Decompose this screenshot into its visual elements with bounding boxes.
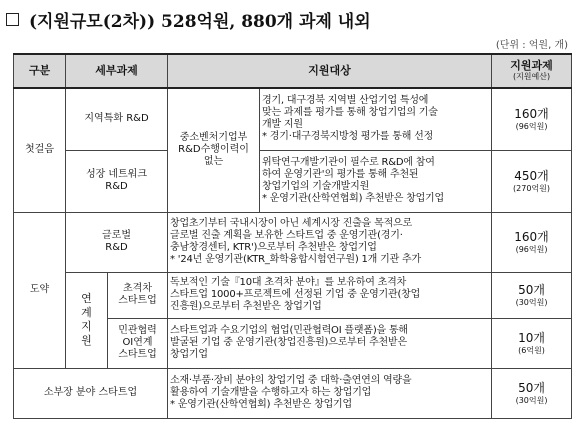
checkbox-icon (6, 13, 19, 26)
support-regional: 160개 (96억원) (492, 88, 572, 150)
table-row (14, 272, 572, 318)
table-row (14, 150, 572, 212)
header-subtask: 세부과제 (66, 54, 168, 88)
support-global: 160개 (96억원) (492, 212, 572, 272)
page-title-text: (지원규모(2차)) 528억원, 880개 과제 내외 (29, 11, 371, 32)
target-regional: 경기, 대구경북 지역별 산업기업 특성에 맞는 과제를 평가를 통해 창업기업의 기술 개발 지원 * 경기·대구경북지방청 평가를 통해 선정 (260, 88, 492, 150)
subtask-network: 성장 네트워크 R&D (66, 150, 168, 212)
support-table (13, 53, 572, 419)
support-sobujang: 50개 (30억원) (492, 368, 572, 418)
target-sobujang: 소재·부품·장비 분야의 창업기업 중 대학·출연연의 역량을 활용하여 기술개발을 수행하고자 하는 창업기업 * 운영기관(산학연협회) 추천받은 창업기업 (168, 368, 492, 418)
subtask-global: 글로벌 R&D (66, 212, 168, 272)
support-oi: 10개 (6억원) (492, 318, 572, 368)
group-linked-support: 연 계 지 원 (66, 272, 108, 368)
subtask-sobujang: 소부장 분야 스타트업 (14, 368, 168, 418)
header-category: 구분 (14, 54, 66, 88)
table-header-row (14, 54, 572, 88)
group-leap: 도약 (14, 212, 66, 368)
subtask-chogyeokcha: 초격차 스타트업 (108, 272, 168, 318)
table-row (14, 88, 572, 150)
shared-target-first-step: 중소벤처기업부 R&D수행이력이 없는 (168, 88, 260, 212)
unit-label: (단위 : 억원, 개) (495, 40, 568, 51)
subtask-oi: 민관협력 OI연계 스타트업 (108, 318, 168, 368)
target-global: 창업초기부터 국내시장이 아닌 세계시장 진출을 목적으로 글로벌 진출 계획을 보유한 스타트업 중 운영기관(경기· 충남창경센터, KTR')으로부터 추천받은 창업기업 * '24년 운영기관(KTR_화학융합시험연구원) 1개 기관 추가 (168, 212, 492, 272)
page-title (6, 6, 371, 32)
header-support: 지원과제 (지원예산) (492, 54, 572, 88)
target-oi: 스타트업과 수요기업의 협업(민관협력OI 플랫폼)을 통해 발굴된 기업 중 운영기관(창업진흥원)으로부터 추천받은 창업기업 (168, 318, 492, 368)
support-chogyeokcha: 50개 (30억원) (492, 272, 572, 318)
target-network: 위탁연구개발기관이 필수로 R&D에 참여 하여 운영기관'의 평가를 통해 추천된 창업기업의 기술개발지원 * 운영기관(산학연협회) 추천받은 창업기업 (260, 150, 492, 212)
header-target: 지원대상 (168, 54, 492, 88)
support-network: 450개 (270억원) (492, 150, 572, 212)
subtask-regional: 지역특화 R&D (66, 88, 168, 150)
table-row (14, 212, 572, 272)
table-row (14, 368, 572, 418)
group-first-step: 첫걸음 (14, 88, 66, 212)
target-chogyeokcha: 독보적인 기술『10대 초격차 분야』를 보유하여 초격차 스타트업 1000+프로젝트에 선정된 기업 중 운영기관(창업 진흥원)으로부터 추천받은 창업기업 (168, 272, 492, 318)
